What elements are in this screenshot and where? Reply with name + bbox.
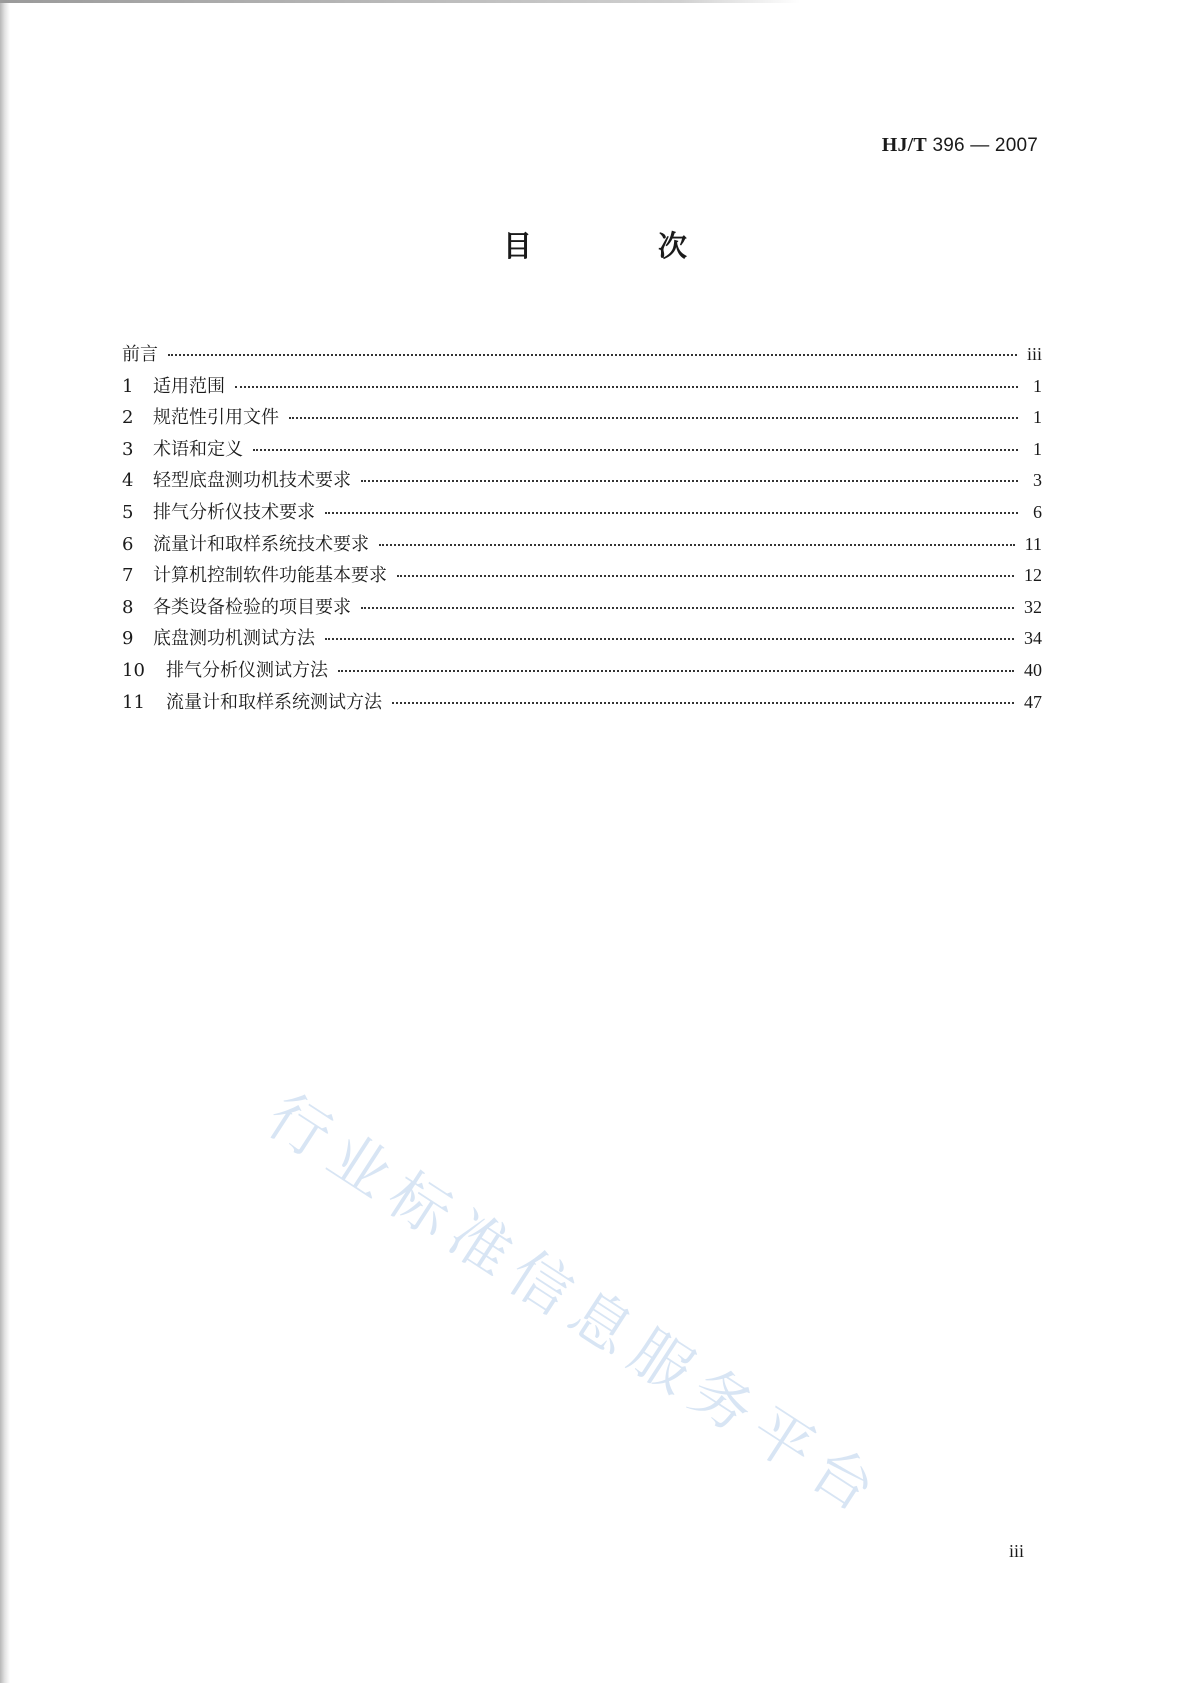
toc-leader-dots	[361, 479, 1018, 482]
toc-entry[interactable]	[122, 340, 1042, 372]
toc-entry-label: 流量计和取样系统测试方法	[166, 691, 382, 713]
toc-entry-page: 11	[1024, 533, 1042, 554]
toc-entry-page: 40	[1024, 659, 1042, 680]
toc-entry-page: 1	[1033, 375, 1042, 396]
toc-entry[interactable]	[122, 403, 1042, 435]
toc-entry-number: 6	[122, 533, 134, 555]
toc-entry-page: 3	[1033, 470, 1042, 491]
toc-entry-page: 47	[1024, 691, 1042, 712]
toc-entry-number: 7	[122, 565, 134, 587]
toc-entry[interactable]	[122, 466, 1042, 498]
toc-entry-number: 5	[122, 501, 134, 523]
standard-code-prefix: HJ/T	[881, 134, 927, 156]
toc-entry-number: 11	[122, 691, 145, 713]
toc-leader-dots	[325, 511, 1018, 514]
toc-entry-number: 2	[122, 407, 134, 429]
toc-entry-label: 底盘测功机测试方法	[153, 628, 315, 650]
toc-leader-dots	[338, 669, 1014, 672]
toc-leader-dots	[361, 606, 1014, 609]
toc-entry-label: 流量计和取样系统技术要求	[153, 533, 369, 555]
toc-entry[interactable]	[122, 435, 1042, 467]
watermark: 行业标准信息服务平台	[254, 1080, 897, 1532]
toc-entry-number: 1	[122, 375, 134, 397]
toc-entry[interactable]	[122, 593, 1042, 625]
toc-entry-number: 8	[122, 596, 134, 618]
toc-entry-page: 6	[1033, 501, 1042, 522]
page-number: iii	[1008, 1541, 1024, 1561]
toc-leader-dots	[379, 543, 1015, 546]
toc-entry-label: 轻型底盘测功机技术要求	[153, 470, 351, 492]
toc-entry-page: iii	[1026, 344, 1042, 364]
table-of-contents	[122, 340, 1042, 719]
toc-leader-dots	[168, 353, 1017, 356]
toc-entry-number: 10	[122, 659, 145, 681]
toc-entry-number: 4	[122, 470, 134, 492]
toc-entry-label: 排气分析仪技术要求	[153, 501, 315, 523]
toc-entry-page: 32	[1024, 596, 1042, 617]
scan-edge-top	[0, 0, 800, 3]
toc-entry-page: 34	[1024, 628, 1042, 649]
toc-entry[interactable]	[122, 688, 1042, 720]
standard-code-number: 396 — 2007	[926, 135, 1038, 156]
toc-entry-page: 1	[1033, 438, 1042, 459]
toc-entry-number: 9	[122, 628, 134, 650]
toc-leader-dots	[289, 416, 1018, 419]
toc-entry-number: 3	[122, 438, 134, 460]
toc-entry-label: 规范性引用文件	[153, 407, 279, 429]
toc-leader-dots	[235, 385, 1018, 388]
toc-entry-label: 前言	[122, 344, 158, 365]
toc-entry[interactable]	[122, 561, 1042, 593]
toc-entry-label: 适用范围	[153, 375, 225, 397]
standard-code	[882, 134, 1038, 157]
toc-entry-label: 各类设备检验的项目要求	[153, 596, 351, 618]
toc-entry[interactable]	[122, 656, 1042, 688]
toc-leader-dots	[397, 574, 1014, 577]
toc-entry-label: 排气分析仪测试方法	[166, 659, 328, 681]
toc-entry[interactable]	[122, 372, 1042, 404]
toc-leader-dots	[253, 448, 1018, 451]
toc-entry-label: 计算机控制软件功能基本要求	[153, 565, 387, 587]
toc-entry-page: 12	[1024, 565, 1042, 586]
toc-leader-dots	[325, 637, 1014, 640]
page-title: 目 次	[502, 229, 746, 263]
toc-leader-dots	[392, 701, 1014, 704]
toc-entry-label: 术语和定义	[153, 438, 243, 460]
toc-entry[interactable]	[122, 498, 1042, 530]
toc-entry[interactable]	[122, 530, 1042, 562]
toc-entry[interactable]	[122, 624, 1042, 656]
toc-entry-page: 1	[1033, 407, 1042, 428]
